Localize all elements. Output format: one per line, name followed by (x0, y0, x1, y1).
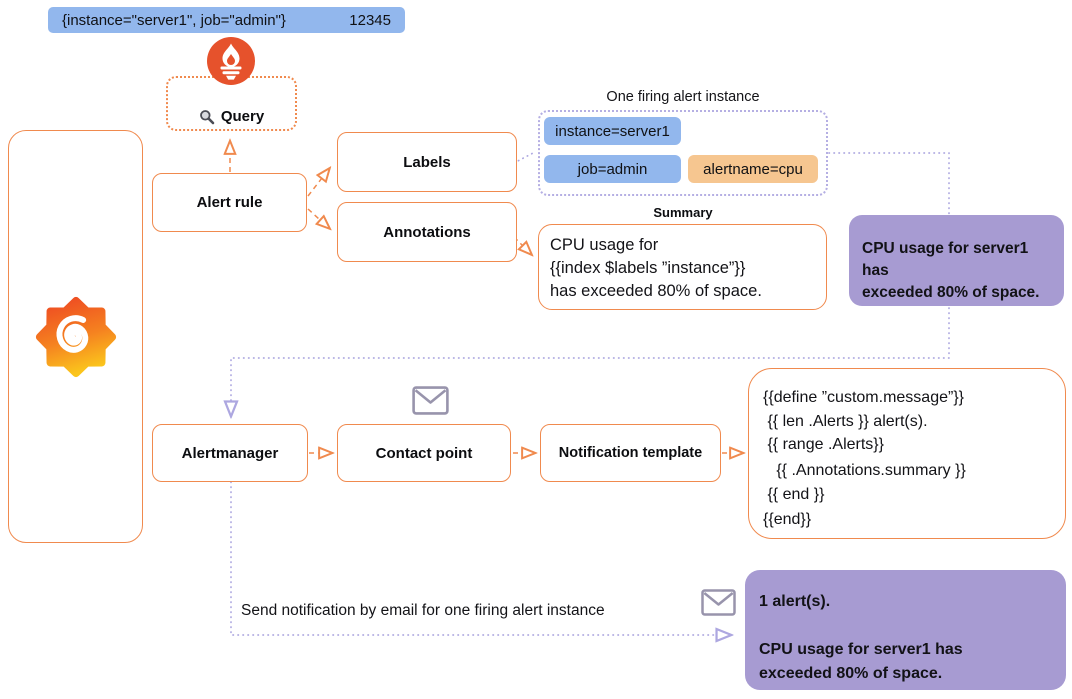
summary-line-2: {{index $labels ”instance”}} (550, 259, 746, 277)
code-line-1: {{define ”custom.message”}} (763, 389, 965, 406)
grafana-panel (8, 130, 143, 543)
annotations-box (337, 202, 517, 262)
summary-box (538, 224, 827, 310)
firing-instance-title: One firing alert instance (606, 89, 760, 105)
template-code-box (748, 368, 1066, 539)
email-message-line-1: CPU usage for server1 has (759, 641, 963, 658)
email-message-line-2: exceeded 80% of space. (759, 665, 943, 682)
badge-alertname (688, 155, 818, 183)
badge-instance-text: instance=server1 (555, 122, 670, 140)
badge-job-text: job=admin (577, 160, 648, 178)
metric-badge (48, 7, 405, 33)
rendered-summary-line-2: exceeded 80% of space. (862, 284, 1040, 301)
email-count-line: 1 alert(s). (759, 593, 831, 610)
alert-rule-label: Alert rule (196, 194, 263, 211)
grafana-icon (33, 294, 119, 380)
annotations-label: Annotations (383, 223, 471, 241)
notification-template-label: Notification template (558, 445, 703, 461)
code-line-6: {{end}} (763, 510, 812, 528)
labels-box (337, 132, 517, 192)
code-line-4: {{ .Annotations.summary }} (763, 461, 966, 479)
magnifier-icon (199, 109, 215, 125)
labels-label: Labels (403, 153, 451, 171)
metric-badge-value: 12345 (349, 11, 391, 29)
alert-rule-box (152, 173, 307, 232)
badge-instance (544, 117, 681, 145)
alertmanager-box (152, 424, 308, 482)
contact-point-label: Contact point (375, 444, 473, 462)
rendered-summary-box (849, 215, 1064, 306)
envelope-icon-email (701, 589, 736, 621)
badge-alertname-text: alertname=cpu (703, 160, 803, 178)
summary-line-3: has exceeded 80% of space. (550, 282, 762, 300)
envelope-icon-contact (412, 386, 449, 420)
badge-job (544, 155, 681, 183)
metric-badge-labels: {instance="server1", job="admin"} (62, 11, 286, 29)
code-line-3: {{ range .Alerts}} (763, 436, 884, 453)
contact-point-box (337, 424, 511, 482)
code-line-5: {{ end }} (763, 486, 825, 503)
send-note-label: Send notification by email for one firing alert instance (241, 602, 605, 619)
notification-template-box (540, 424, 721, 482)
code-line-2: {{ len .Alerts }} alert(s). (763, 412, 928, 430)
grafana-sun (39, 300, 112, 373)
email-preview-box (745, 570, 1066, 690)
query-label: Query (220, 108, 265, 125)
prometheus-icon (207, 37, 255, 85)
summary-line-1: CPU usage for (550, 236, 659, 254)
alertmanager-label: Alertmanager (181, 444, 279, 462)
rendered-summary-line-1: CPU usage for server1 has (862, 240, 1029, 279)
summary-title: Summary (653, 205, 713, 220)
